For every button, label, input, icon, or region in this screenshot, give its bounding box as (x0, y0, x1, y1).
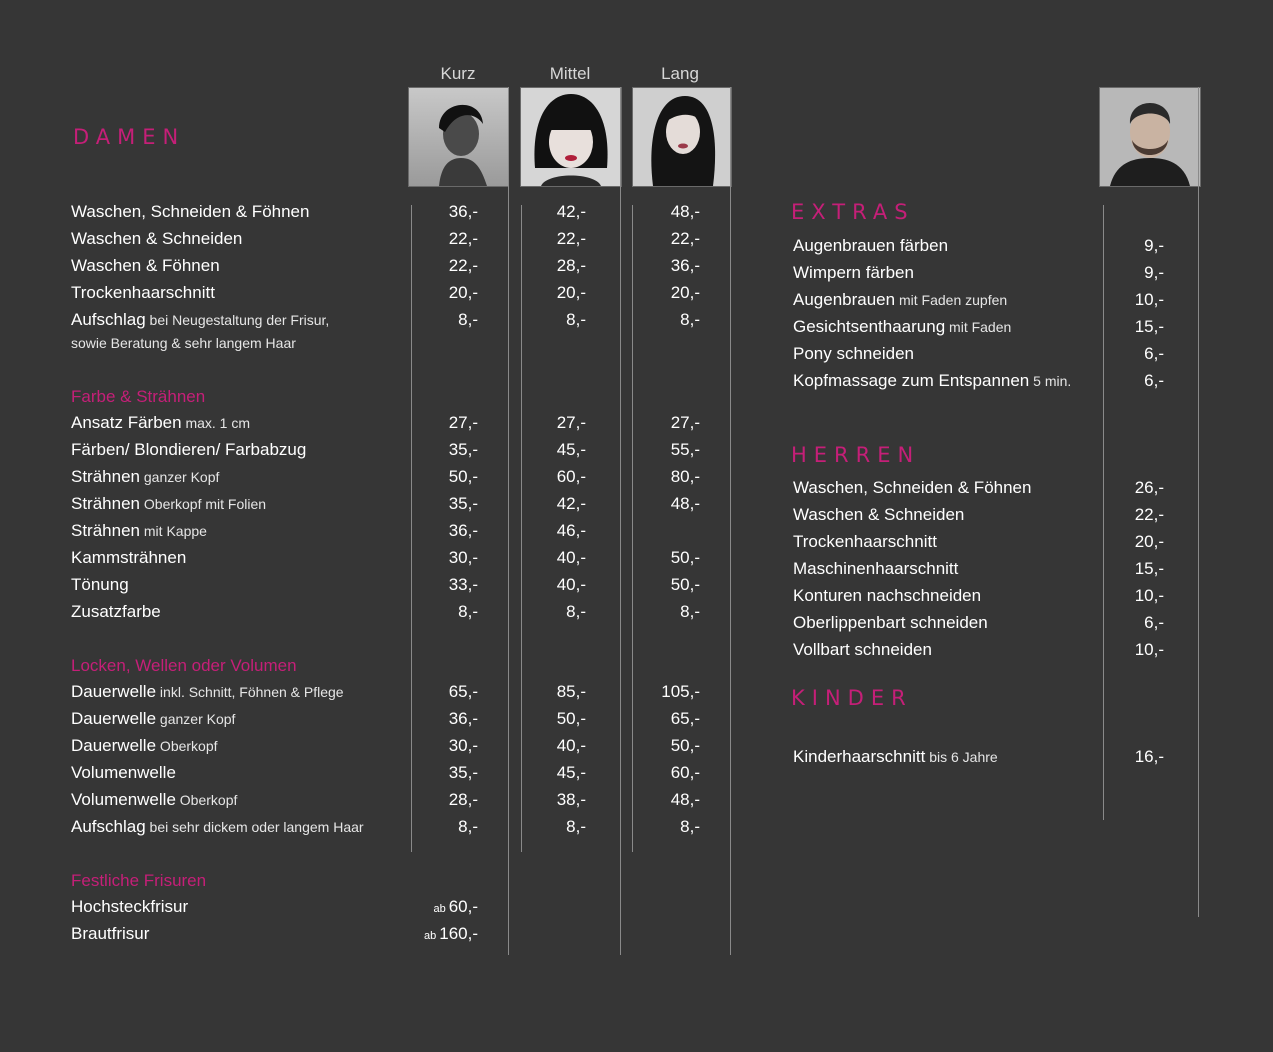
price-row (0, 505, 1273, 532)
price-lang: 36,- (670, 256, 700, 275)
price-kurz: 8,- (458, 310, 478, 329)
price-kurz (398, 924, 478, 944)
service-name: Kinderhaarschnitt (793, 747, 926, 766)
price: 26,- (1134, 478, 1164, 497)
column-header-kurz: Kurz (440, 64, 476, 83)
service-note: inkl. Schnitt, Föhnen & Pflege (156, 684, 344, 700)
price-mittel: 42,- (556, 494, 586, 513)
price: 6,- (1144, 371, 1164, 390)
service-note: Oberkopf (156, 738, 218, 754)
price-mittel: 60,- (556, 467, 586, 486)
service-label (793, 559, 958, 579)
section-title-kinder: KINDER (791, 686, 913, 710)
service-name: Gesichtsenthaarung (793, 317, 946, 336)
service-name: Maschinenhaarschnitt (793, 559, 959, 578)
price-row (0, 559, 1273, 586)
price-lang: 55,- (670, 440, 700, 459)
price-mittel: 45,- (556, 440, 586, 459)
service-name: Ansatz Färben (71, 413, 182, 432)
price-row (0, 440, 760, 467)
price-kurz: 36,- (448, 202, 478, 221)
service-name: Strähnen (71, 494, 140, 513)
service-name: Brautfrisur (71, 924, 150, 943)
service-label (793, 640, 932, 660)
price-mittel: 46,- (556, 521, 586, 540)
service-label (71, 440, 306, 460)
service-name: Waschen & Föhnen (71, 256, 220, 275)
price-kurz (398, 897, 478, 917)
service-name: Konturen nachschneiden (793, 586, 982, 605)
service-label (793, 290, 1007, 310)
service-name: Kopfmassage zum Entspannen (793, 371, 1030, 390)
price-mittel: 50,- (556, 709, 586, 728)
service-name: Trockenhaarschnitt (71, 283, 215, 302)
service-label (793, 747, 998, 767)
price-kurz: 50,- (448, 467, 478, 486)
subsection-title-festlich: Festliche Frisuren (71, 871, 207, 890)
service-note: ganzer Kopf (140, 469, 220, 485)
price: 10,- (1134, 640, 1164, 659)
service-label (793, 371, 1071, 391)
service-name: Kammsträhnen (71, 548, 187, 567)
price-kurz: 8,- (458, 602, 478, 621)
price-lang: 60,- (670, 763, 700, 782)
price-row (0, 586, 1273, 613)
price-prefix: ab (424, 930, 437, 942)
service-name: Zusatzfarbe (71, 602, 161, 621)
service-name: Dauerwelle (71, 709, 157, 728)
price-kurz: 22,- (448, 256, 478, 275)
service-name: Augenbrauen (793, 290, 896, 309)
price-row (0, 317, 1273, 344)
service-label (71, 709, 235, 729)
photo-man (1099, 87, 1201, 187)
service-label (793, 613, 988, 633)
service-label (793, 532, 937, 552)
service-name: Vollbart schneiden (793, 640, 932, 659)
price-lang: 27,- (670, 413, 700, 432)
price-mittel: 8,- (566, 310, 586, 329)
service-name: Waschen & Schneiden (793, 505, 965, 524)
price-row (0, 371, 1273, 398)
price-lang: 8,- (680, 817, 700, 836)
price-lang: 50,- (670, 548, 700, 567)
service-name: Waschen, Schneiden & Föhnen (71, 202, 310, 221)
price-lang: 20,- (670, 283, 700, 302)
service-name: Hochsteckfrisur (71, 897, 189, 916)
section-title-damen: DAMEN (73, 125, 186, 149)
price-row (0, 236, 1273, 263)
service-name: Oberlippenbart schneiden (793, 613, 988, 632)
price-row (0, 263, 1273, 290)
section-title-extras: EXTRAS (791, 200, 915, 224)
service-note: mit Kappe (140, 523, 207, 539)
service-note: Oberkopf (175, 792, 238, 808)
service-name: Aufschlag (71, 817, 146, 836)
price-row (0, 344, 1273, 371)
service-label (71, 413, 250, 433)
service-label (793, 263, 914, 283)
photo-short-hair-woman (408, 87, 509, 187)
photo-long-hair-woman (632, 87, 732, 187)
price-lang: 48,- (670, 202, 700, 221)
price-mittel: 22,- (556, 229, 586, 248)
service-name: Färben/ Blondieren/ Farbabzug (71, 440, 307, 459)
price-kurz: 36,- (448, 709, 478, 728)
price: 10,- (1134, 586, 1164, 605)
photo-medium-hair-woman (520, 87, 622, 187)
price: 6,- (1144, 344, 1164, 363)
service-label (71, 682, 344, 702)
service-label (793, 317, 1011, 337)
price-row (0, 478, 1273, 505)
price-kurz: 35,- (448, 763, 478, 782)
service-label (793, 586, 981, 606)
price-row (0, 290, 1273, 317)
price-mittel: 20,- (556, 283, 586, 302)
service-name: Volumenwelle (71, 790, 176, 809)
price: 9,- (1144, 263, 1164, 282)
price-mittel: 40,- (556, 736, 586, 755)
price-kurz: 35,- (448, 440, 478, 459)
price-lang: 8,- (680, 310, 700, 329)
price-row (0, 640, 1273, 667)
service-note: ganzer Kopf (156, 711, 236, 727)
price-row (0, 817, 760, 844)
service-label (793, 478, 1031, 498)
price-row (0, 709, 760, 736)
service-name: Dauerwelle (71, 682, 157, 701)
price-kurz: 65,- (448, 682, 478, 701)
price-kurz: 27,- (448, 413, 478, 432)
price-mittel: 27,- (556, 413, 586, 432)
price-lang: 48,- (670, 790, 700, 809)
price: 22,- (1134, 505, 1164, 524)
service-name: Strähnen (71, 521, 140, 540)
price: 15,- (1134, 559, 1164, 578)
service-name: Pony schneiden (793, 344, 914, 363)
price-row (0, 790, 760, 817)
service-name: Tönung (71, 575, 129, 594)
service-name: Trockenhaarschnitt (793, 532, 937, 551)
price-kurz: 8,- (458, 817, 478, 836)
price-row (0, 924, 760, 951)
price-value: 60,- (448, 897, 478, 916)
price: 10,- (1134, 290, 1164, 309)
price-row (0, 682, 760, 709)
price-row (0, 202, 760, 229)
price-lang: 80,- (670, 467, 700, 486)
service-name: Wimpern färben (793, 263, 914, 282)
price-mittel: 40,- (556, 548, 586, 567)
price-mittel: 85,- (556, 682, 586, 701)
service-note: bis 6 Jahre (925, 749, 998, 765)
price-row (0, 897, 760, 924)
service-note: bei Neugestaltung der Frisur, (145, 312, 330, 328)
subsection-title-farbe: Farbe & Strähnen (71, 387, 206, 406)
column-header-mittel: Mittel (549, 64, 591, 83)
service-name: Augenbrauen färben (793, 236, 949, 255)
price-kurz: 28,- (448, 790, 478, 809)
price-lang: 22,- (670, 229, 700, 248)
price: 20,- (1134, 532, 1164, 551)
service-note: Oberkopf mit Folien (140, 496, 267, 512)
price: 15,- (1134, 317, 1164, 336)
price-kurz: 36,- (448, 521, 478, 540)
price-row (0, 747, 1273, 774)
price-mittel: 38,- (556, 790, 586, 809)
service-label (71, 817, 364, 837)
price-mittel: 8,- (566, 817, 586, 836)
service-label (71, 790, 237, 810)
price: 6,- (1144, 613, 1164, 632)
price-lang: 65,- (670, 709, 700, 728)
price-mittel: 45,- (556, 763, 586, 782)
service-label (793, 505, 964, 525)
price: 16,- (1134, 747, 1164, 766)
price-kurz: 30,- (448, 548, 478, 567)
service-name: Waschen & Schneiden (71, 229, 243, 248)
price-kurz: 33,- (448, 575, 478, 594)
service-note: bei sehr dickem oder langem Haar (145, 819, 364, 835)
price-lang: 50,- (670, 736, 700, 755)
price-kurz: 35,- (448, 494, 478, 513)
price-row (0, 413, 760, 440)
service-note: 5 min. (1029, 373, 1072, 389)
service-name: Dauerwelle (71, 736, 157, 755)
service-label (793, 236, 948, 256)
price-mittel: 28,- (556, 256, 586, 275)
column-header-lang: Lang (661, 64, 699, 83)
aufschlag-continuation: sowie Beratung & sehr langem Haar (71, 335, 296, 351)
price-lang: 105,- (661, 682, 700, 701)
price-value: 160,- (439, 924, 478, 943)
price-kurz: 20,- (448, 283, 478, 302)
price-row (0, 613, 1273, 640)
price-lang: 8,- (680, 602, 700, 621)
service-note: mit Faden zupfen (895, 292, 1008, 308)
price: 9,- (1144, 236, 1164, 255)
service-note: max. 1 cm (181, 415, 251, 431)
service-name: Strähnen (71, 467, 140, 486)
service-name: Volumenwelle (71, 763, 176, 782)
section-title-herren: HERREN (791, 443, 921, 467)
price-prefix: ab (433, 903, 446, 915)
price-mittel: 8,- (566, 602, 586, 621)
price-lang: 50,- (670, 575, 700, 594)
price-kurz: 22,- (448, 229, 478, 248)
price-row (0, 532, 1273, 559)
service-label (793, 344, 914, 364)
price-mittel: 42,- (556, 202, 586, 221)
price-mittel: 40,- (556, 575, 586, 594)
service-label (71, 202, 309, 222)
price-kurz: 30,- (448, 736, 478, 755)
price-lang: 48,- (670, 494, 700, 513)
service-name: Waschen, Schneiden & Föhnen (793, 478, 1032, 497)
service-name: Aufschlag (71, 310, 146, 329)
service-note: mit Faden (945, 319, 1012, 335)
subsection-title-locken: Locken, Wellen oder Volumen (71, 656, 297, 675)
